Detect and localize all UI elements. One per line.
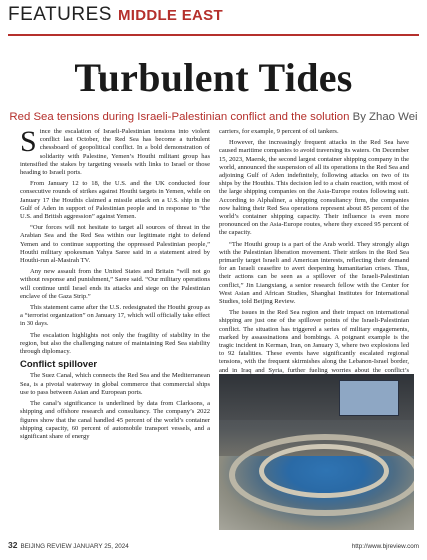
paragraph: The escalation highlights not only the fragility of stability in the region, but also the challenging nature of maintaining Red Sea stability through diplomacy. <box>20 331 210 356</box>
subtitle-text: Red Sea tensions during Israeli-Palestinian conflict and the solution <box>9 111 350 123</box>
paragraph: “The Houthi group is a part of the Arab world. They strongly align with the Palestinian liberation movement. Their strikes in the Red Sea primarily target Israeli and American interests, reflecting their demand for an Israeli ceasefire to avert deepening humanitarian crises. Thus, their actions can be seen as a spillover of the Israeli-Palestinian conflict,” Jin Liangxiang, a senior research fellow with the Center for West Asian and African Studies, Shanghai Institutes for International Studies, told Beijing Review. <box>219 240 409 306</box>
page-number: 32 <box>8 540 18 550</box>
footer-left <box>8 540 129 550</box>
photo-screen <box>339 380 399 416</box>
drop-cap: S <box>20 125 37 158</box>
paragraph: This statement came after the U.S. redesignated the Houthi group as a “terrorist organization” on January 17, which will officially take effect in 30 days. <box>20 304 210 328</box>
article-photo <box>219 374 414 530</box>
photo-inner-table <box>259 444 389 498</box>
article-subtitle <box>8 110 419 124</box>
paragraph: However, the increasingly frequent attacks in the Red Sea have caused maritime companies to avoid traversing its waters. On December 15, 2023, Maersk, the second largest container shipping company in the world, announced the suspension of all its operations in the Red Sea and adjoining Gulf of Aden indefinitely, following attacks on two of its ships by the Houthis. This decision led to a chain reaction, with most of the large shipping companies on the Asia-Europe routes following suit. According to Alphaliner, a shipping consultancy firm, the companies now halting their Red Sea operations represent about 85 percent of the world’s container shipping capacity. Their influence is even more pronounced on the Asia-Europe routes, where they exceed 95 percent of the capacity. <box>219 139 409 237</box>
paragraph: Since the escalation of Israeli-Palestinian tensions into violent conflict last October, the Red Sea has become a turbulent chessboard of geopolitical conflict. In a bold demonstration of solidarity with Palestine, Yemen’s Houthi militant group has intensified the stakes by targeting vessels with links to Israel or those heading to Israeli ports. <box>20 125 210 177</box>
column-left <box>20 125 210 444</box>
column-right <box>219 128 409 386</box>
article-title: Turbulent Tides <box>74 55 353 100</box>
publication-line: BEIJING REVIEW JANUARY 25, 2024 <box>20 543 129 550</box>
paragraph: From January 12 to 18, the U.S. and the UK conducted four consecutive rounds of strikes against Houthi targets in Yemen, while on January 17 the Houthis claimed a missile attack on a U.S. ship in the Gulf of Aden in support of Palestinian people and in response to “the U.S. and British aggression” against Yemen. <box>20 180 210 221</box>
paragraph: The canal’s significance is underlined by data from Clarksons, a shipping and offshore research and consultancy. The company’s 2022 figures show that the canal handled 45 percent of the world’s container shipping capacity, 60 percent of automobile transport vessels, and a significant share of energy <box>20 400 210 440</box>
page-footer <box>8 540 419 550</box>
section-header <box>8 4 223 30</box>
paragraph: carriers, for example, 9 percent of oil tankers. <box>219 128 339 135</box>
header-rule <box>8 34 419 36</box>
byline: By Zhao Wei <box>352 111 418 123</box>
section-heading: Conflict spillover <box>20 359 98 371</box>
paragraph: The Suez Canal, which connects the Red Sea and the Mediterranean Sea, is a pivotal waterway in global commerce that commercial ships use to pass between Asian and European ports. <box>20 372 210 396</box>
paragraph: “Our forces will not hesitate to target all sources of threat in the Arabian Sea and the Red Sea within our legitimate right to defend Yemen and to continue supporting the oppressed Palestinian people,” Houthi military spokesman Yahya Saree said in a statement aired by Houthi-run al-Masirah TV. <box>20 224 210 265</box>
paragraph: Any new assault from the United States and Britain “will not go without response and punishment,” Saree said. “Our military operations will continue until Israel ends its attacks and siege on the Palestinian enclave of the Gaza Strip.” <box>20 268 210 300</box>
paragraph: The issues in the Red Sea region and their impact on international shipping are just one of the spillover points of the Israeli-Palestinian conflict. The situation has triggered a series of military engagements, marked by assassinations and bombings. A poignant example is the tragic incident in Kerman, Iran, on January 3, where two explosions led to 92 fatalities. These events have significantly escalated regional tensions, with the frequent skirmishes along the Lebanon-Israel border, and in Iraq and Syria, further fueling worries about the conflict’s <box>219 309 409 374</box>
subsection-label: MIDDLE EAST <box>117 7 223 24</box>
section-label: FEATURES <box>8 4 112 25</box>
footer-url: http://www.bjreview.com <box>351 543 419 550</box>
